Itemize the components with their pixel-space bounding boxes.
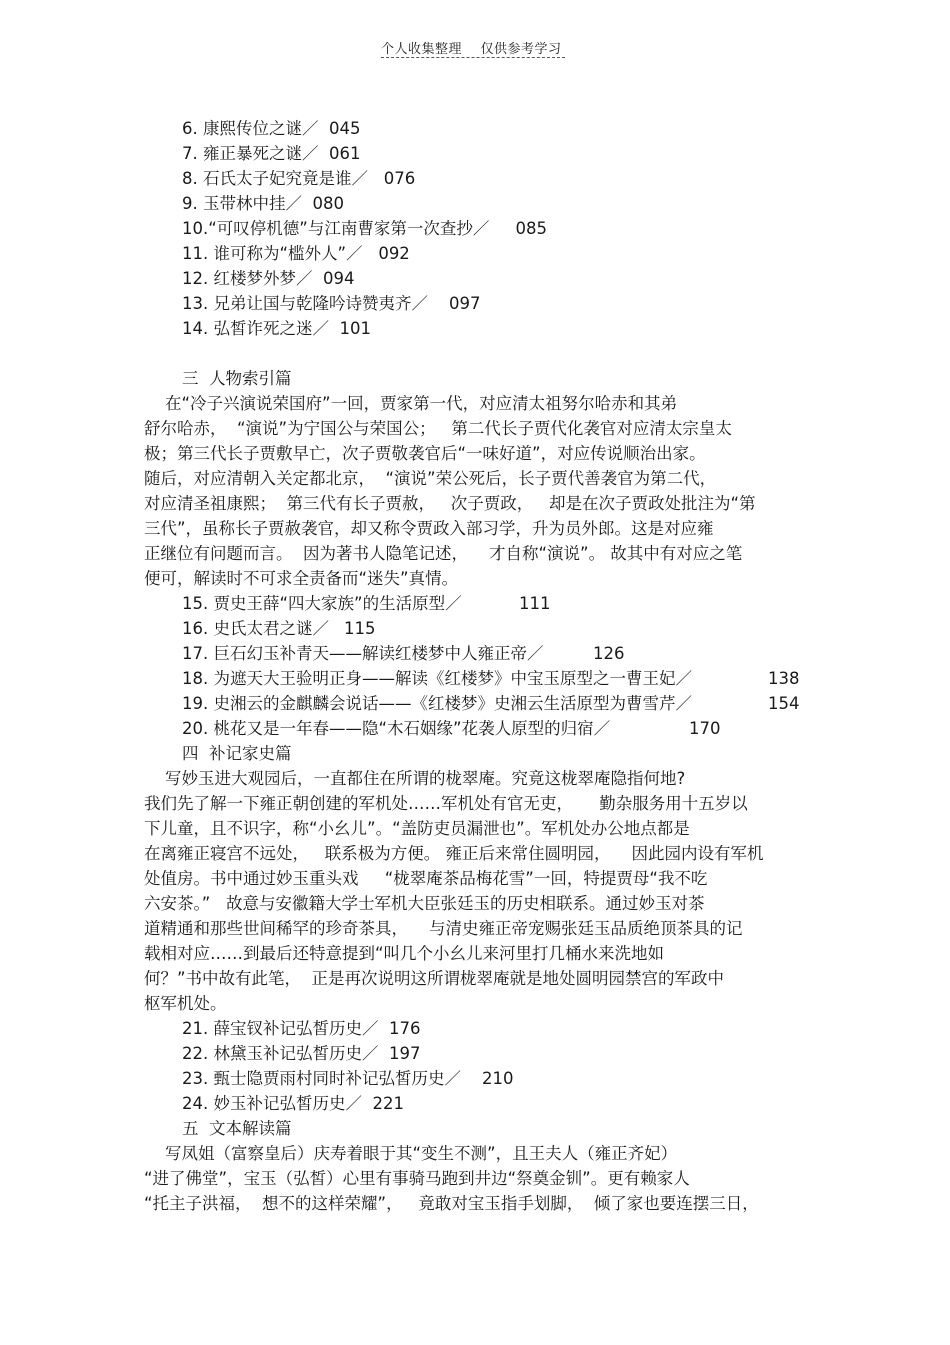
paragraph-line: 何？”书中故有此笔， 正是再次说明这所谓栊翠庵就是地处圆明园禁宫的军政中 [144, 969, 725, 988]
toc-entry: 8. 石氏太子妃究竟是谁／ 076 [182, 169, 416, 188]
toc-entry [182, 692, 802, 716]
paragraph-line: 道精通和那些世间稀罕的珍奇茶具， 与清史雍正帝宠赐张廷玉品质绝顶茶具的记 [144, 919, 743, 938]
paragraph-line: 枢军机处。 [144, 994, 227, 1013]
paragraph-line: 在离雍正寝宫不远处， 联系极为方便。 雍正后来常住圆明园， 因此园内设有军机 [144, 844, 764, 863]
paragraph-line: 下儿童，且不识字，称“小幺儿”。“盖防吏员漏泄也”。军机处办公地点都是 [144, 819, 690, 838]
paragraph-line: 正继位有问题而言。 因为著书人隐笔记述， 才自称“演说”。 故其中有对应之笔 [144, 544, 743, 563]
paragraph-line: 极；第三代长子贾敷早亡，次子贾敬袭官后“一味好道”，对应传说顺治出家。 [144, 444, 706, 463]
toc-entry: 10.“可叹停机德”与江南曹家第一次查抄／ 085 [182, 219, 548, 238]
paragraph-line: “托主子洪福， 想不的这样荣耀”， 竟敢对宝玉指手划脚， 倾了家也要连摆三日， [144, 1194, 759, 1213]
paragraph-line: 三代”，虽称长子贾赦袭官，却又称令贾政入部习学，升为员外郎。这是对应雍 [144, 519, 714, 538]
section-heading: 五 文本解读篇 [182, 1119, 292, 1138]
page-header: 个人收集整理 仅供参考学习 [381, 42, 562, 57]
paragraph-line: 载相对应……到最后还特意提到“叫几个小幺儿来河里打几桶水来洗地如 [144, 944, 665, 963]
header-divider [381, 57, 565, 58]
toc-entry [182, 617, 802, 641]
paragraph-line: 随后，对应清朝入关定都北京， “演说”荣公死后，长子贾代善袭官为第二代， [144, 469, 717, 488]
toc-page-number: 126 [593, 644, 625, 663]
section-heading: 四 补记家史篇 [182, 744, 292, 763]
toc-entry [182, 592, 802, 616]
paragraph-line: 写妙玉进大观园后，一直都住在所谓的栊翠庵。究竟这栊翠庵隐指何地? [144, 769, 686, 788]
paragraph-line: 舒尔哈赤， “演说”为宁国公与荣国公； 第二代长子贾代化袭官对应清太宗皇太 [144, 419, 732, 438]
toc-entry [182, 642, 802, 666]
toc-entry: 6. 康熙传位之谜／ 045 [182, 119, 361, 138]
toc-entry: 24. 妙玉补记弘皙历史／ 221 [182, 1094, 404, 1113]
toc-title: 15. 贾史王薛“四大家族”的生活原型／ [182, 594, 462, 613]
toc-entry: 14. 弘皙诈死之迷／ 101 [182, 319, 371, 338]
toc-page-number: 115 [344, 619, 376, 638]
toc-title: 16. 史氏太君之谜／ [182, 619, 329, 638]
paragraph-line: 写凤姐（富察皇后）庆寿着眼于其“变生不测”，且王夫人（雍正齐妃） [144, 1144, 678, 1163]
section-heading: 三 人物索引篇 [182, 369, 292, 388]
toc-title: 20. 桃花又是一年春——隐“木石姻缘”花袭人原型的归宿／ [182, 719, 611, 738]
paragraph-line: 六安茶。” 故意与安徽籍大学士军机大臣张廷玉的历史相联系。通过妙玉对茶 [144, 894, 705, 913]
toc-entry: 7. 雍正暴死之谜／ 061 [182, 144, 361, 163]
paragraph-line: “进了佛堂”，宝玉（弘皙）心里有事骑马跑到井边“祭奠金钏”。更有赖家人 [144, 1169, 690, 1188]
toc-page-number: 170 [689, 719, 721, 738]
toc-entry: 21. 薛宝钗补记弘皙历史／ 176 [182, 1019, 421, 1038]
paragraph-line: 在“冷子兴演说荣国府”一回，贾家第一代，对应清太祖努尔哈赤和其弟 [144, 394, 678, 413]
toc-entry: 11. 谁可称为“槛外人”／ 092 [182, 244, 410, 263]
paragraph-line: 对应清圣祖康熙； 第三代有长子贾赦， 次子贾政， 却是在次子贾政处批注为“第 [144, 494, 756, 513]
toc-page-number: 111 [519, 594, 551, 613]
toc-entry [182, 717, 802, 741]
paragraph-line: 处值房。书中通过妙玉重头戏 “栊翠庵茶品梅花雪”一回，特提贾母“我不吃 [144, 869, 708, 888]
paragraph-line: 便可，解读时不可求全责备而“迷失”真情。 [144, 569, 459, 588]
toc-entry: 12. 红楼梦外梦／ 094 [182, 269, 355, 288]
toc-page-number: 154 [768, 694, 800, 713]
paragraph-line: 我们先了解一下雍正朝创建的军机处……军机处有官无吏， 勤杂服务用十五岁以 [144, 794, 748, 813]
toc-entry: 22. 林黛玉补记弘皙历史／ 197 [182, 1044, 421, 1063]
toc-title: 18. 为遮天大王验明正身——解读《红楼梦》中宝玉原型之一曹王妃／ [182, 669, 692, 688]
toc-page-number: 138 [768, 669, 800, 688]
toc-entry: 13. 兄弟让国与乾隆吟诗赞夷齐／ 097 [182, 294, 481, 313]
toc-entry: 23. 甄士隐贾雨村同时补记弘皙历史／ 210 [182, 1069, 514, 1088]
toc-title: 19. 史湘云的金麒麟会说话——《红楼梦》史湘云生活原型为曹雪芹／ [182, 694, 692, 713]
toc-title: 17. 巨石幻玉补青天——解读红楼梦中人雍正帝／ [182, 644, 544, 663]
toc-entry: 9. 玉带林中挂／ 080 [182, 194, 344, 213]
toc-entry [182, 667, 802, 691]
